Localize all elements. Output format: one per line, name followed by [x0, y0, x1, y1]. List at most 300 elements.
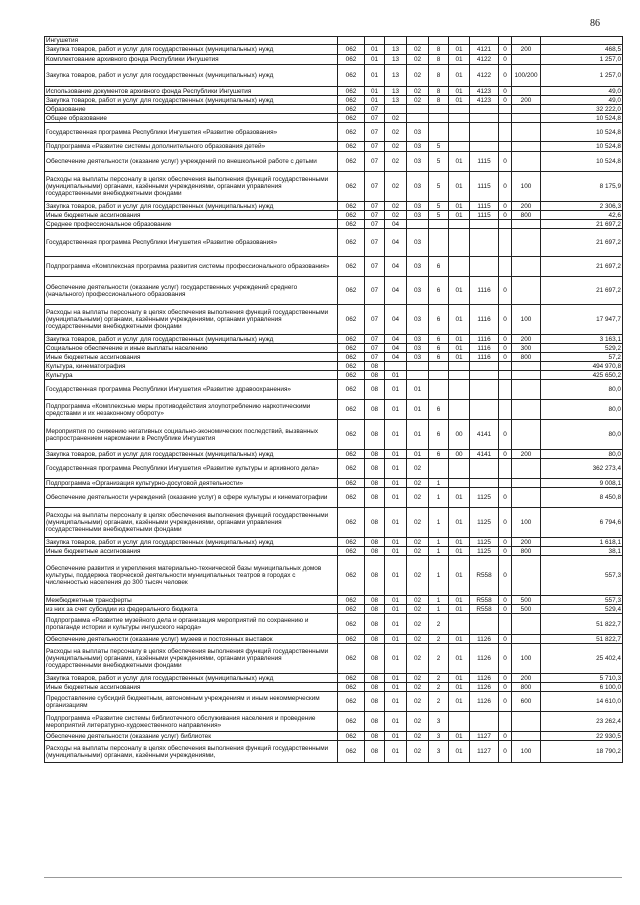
row-name: Иные бюджетные ассигнования	[45, 683, 338, 692]
event-code	[449, 229, 470, 257]
program-code: 02	[407, 87, 429, 96]
section-code: 07	[365, 344, 385, 353]
subprogram-code	[429, 229, 449, 257]
direction-code: 4121	[470, 45, 499, 55]
section-code: 08	[365, 605, 385, 614]
event-code: 00	[449, 420, 470, 450]
expense-type-code: 200	[512, 450, 541, 459]
expense-type-code: 800	[512, 211, 541, 220]
direction-code	[470, 362, 499, 371]
row-name: Расходы на выплаты персоналу в целях обеспечения выполнения функций государственными (муниципальными) органами, казёнными учреждениями, органами управления государственными внебюджетными фондами	[45, 508, 338, 538]
direction-suffix	[499, 712, 512, 732]
direction-code	[470, 220, 499, 229]
direction-code	[470, 142, 499, 152]
subsection-code: 01	[385, 692, 407, 712]
section-code: 07	[365, 211, 385, 220]
subprogram-code: 5	[429, 202, 449, 211]
amount: 80,0	[541, 400, 623, 420]
subsection-code: 01	[385, 371, 407, 380]
table-row	[45, 123, 623, 142]
ministry-code: 062	[338, 547, 365, 556]
subsection-code: 04	[385, 305, 407, 335]
subsection-code: 04	[385, 277, 407, 305]
direction-code: 1115	[470, 172, 499, 202]
direction-code: 1116	[470, 277, 499, 305]
direction-suffix: 0	[499, 344, 512, 353]
row-name: Расходы на выплаты персоналу в целях обеспечения выполнения функций государственными (муниципальными) органами, казёнными учреждениями, органами управления государственными внебюджетными фондами	[45, 172, 338, 202]
subprogram-code: 2	[429, 614, 449, 635]
subsection-code: 01	[385, 488, 407, 508]
row-name: Подпрограмма «Развитие музейного дела и организация мероприятий по сохранению и пропаганде истории и культуры ингушского народа»	[45, 614, 338, 635]
program-code: 02	[407, 614, 429, 635]
row-name: Использование документов архивного фонда Республики Ингушетия	[45, 87, 338, 96]
amount: 17 947,7	[541, 305, 623, 335]
subsection-code: 01	[385, 683, 407, 692]
subsection-code: 01	[385, 674, 407, 683]
subprogram-code: 8	[429, 87, 449, 96]
ministry-code: 062	[338, 105, 365, 114]
direction-code: 4122	[470, 55, 499, 65]
expense-type-code: 100	[512, 644, 541, 674]
direction-code: 1127	[470, 732, 499, 741]
section-code	[365, 37, 385, 45]
program-code	[407, 114, 429, 123]
event-code: 00	[449, 450, 470, 459]
section-code: 07	[365, 229, 385, 257]
row-name: Обеспечение деятельности (оказание услуг) учреждений по внешкольной работе с детьми	[45, 152, 338, 172]
expense-type-code	[512, 556, 541, 596]
subsection-code: 02	[385, 211, 407, 220]
ministry-code: 062	[338, 202, 365, 211]
subprogram-code	[429, 371, 449, 380]
direction-code: 4141	[470, 420, 499, 450]
ministry-code: 062	[338, 644, 365, 674]
event-code	[449, 362, 470, 371]
direction-code: R558	[470, 596, 499, 605]
subprogram-code: 6	[429, 400, 449, 420]
direction-suffix: 0	[499, 635, 512, 644]
program-code: 02	[407, 508, 429, 538]
direction-suffix	[499, 371, 512, 380]
subsection-code: 04	[385, 257, 407, 277]
row-name: Расходы на выплаты персоналу в целях обеспечения выполнения функций государственными (муниципальными) органами, казёнными учреждениями, органами управления государственными внебюджетными фондами	[45, 644, 338, 674]
direction-code: 1126	[470, 683, 499, 692]
subsection-code: 01	[385, 614, 407, 635]
section-code: 08	[365, 674, 385, 683]
amount: 42,6	[541, 211, 623, 220]
amount: 10 524,8	[541, 123, 623, 142]
row-name: Культура, кинематография	[45, 362, 338, 371]
subsection-code: 13	[385, 55, 407, 65]
amount: 468,5	[541, 45, 623, 55]
direction-suffix	[499, 105, 512, 114]
amount: 529,4	[541, 605, 623, 614]
subsection-code: 01	[385, 420, 407, 450]
program-code: 02	[407, 712, 429, 732]
ministry-code: 062	[338, 277, 365, 305]
ministry-code: 062	[338, 305, 365, 335]
subsection-code	[385, 37, 407, 45]
program-code: 02	[407, 683, 429, 692]
event-code: 01	[449, 508, 470, 538]
ministry-code: 062	[338, 420, 365, 450]
section-code: 08	[365, 596, 385, 605]
row-name: Закупка товаров, работ и услуг для государственных (муниципальных) нужд	[45, 674, 338, 683]
expense-type-code: 200	[512, 674, 541, 683]
table-row	[45, 65, 623, 87]
table-row	[45, 380, 623, 400]
subsection-code: 01	[385, 644, 407, 674]
ministry-code: 062	[338, 96, 365, 105]
table-row	[45, 371, 623, 380]
ministry-code: 062	[338, 172, 365, 202]
expense-type-code: 200	[512, 202, 541, 211]
direction-code: 1126	[470, 692, 499, 712]
section-code: 08	[365, 488, 385, 508]
amount: 5 710,3	[541, 674, 623, 683]
direction-suffix: 0	[499, 87, 512, 96]
table-row	[45, 596, 623, 605]
event-code: 01	[449, 45, 470, 55]
subprogram-code: 6	[429, 277, 449, 305]
subprogram-code: 8	[429, 55, 449, 65]
subsection-code: 02	[385, 172, 407, 202]
section-code: 01	[365, 96, 385, 105]
section-code: 07	[365, 172, 385, 202]
ministry-code: 062	[338, 380, 365, 400]
program-code: 02	[407, 741, 429, 763]
direction-suffix	[499, 614, 512, 635]
row-name: Закупка товаров, работ и услуг для государственных (муниципальных) нужд	[45, 96, 338, 105]
section-code: 08	[365, 508, 385, 538]
direction-code	[470, 257, 499, 277]
section-code: 08	[365, 614, 385, 635]
table-row	[45, 257, 623, 277]
event-code: 01	[449, 635, 470, 644]
expense-type-code	[512, 152, 541, 172]
row-name: Закупка товаров, работ и услуг для государственных (муниципальных) нужд	[45, 65, 338, 87]
ministry-code: 062	[338, 508, 365, 538]
ministry-code: 062	[338, 229, 365, 257]
subprogram-code: 6	[429, 305, 449, 335]
expense-type-code	[512, 114, 541, 123]
direction-code	[470, 479, 499, 488]
direction-suffix	[499, 400, 512, 420]
row-name: Подпрограмма «Комплексная программа развития системы профессионального образования»	[45, 257, 338, 277]
expense-type-code: 200	[512, 45, 541, 55]
table-row	[45, 220, 623, 229]
row-name: Межбюджетные трансферты	[45, 596, 338, 605]
event-code: 01	[449, 305, 470, 335]
row-name: Обеспечение деятельности (оказание услуг) государственных учреждений среднего (начального) профессионального образования	[45, 277, 338, 305]
ministry-code: 062	[338, 635, 365, 644]
subsection-code: 13	[385, 65, 407, 87]
program-code: 02	[407, 556, 429, 596]
ministry-code: 062	[338, 220, 365, 229]
expense-type-code: 300	[512, 344, 541, 353]
ministry-code: 062	[338, 488, 365, 508]
expense-type-code	[512, 229, 541, 257]
amount: 57,2	[541, 353, 623, 362]
direction-code: 1126	[470, 635, 499, 644]
ministry-code: 062	[338, 674, 365, 683]
amount: 51 822,7	[541, 614, 623, 635]
subprogram-code: 6	[429, 344, 449, 353]
row-name: Комплектование архивного фонда Республики Ингушетия	[45, 55, 338, 65]
program-code: 01	[407, 400, 429, 420]
direction-suffix: 0	[499, 45, 512, 55]
subsection-code: 02	[385, 202, 407, 211]
row-name: из них за счет субсидии из федерального бюджета	[45, 605, 338, 614]
row-name: Общее образование	[45, 114, 338, 123]
direction-suffix: 0	[499, 211, 512, 220]
expense-type-code	[512, 257, 541, 277]
direction-suffix: 0	[499, 277, 512, 305]
expense-type-code	[512, 712, 541, 732]
table-row	[45, 644, 623, 674]
direction-code: 1116	[470, 344, 499, 353]
section-code: 07	[365, 123, 385, 142]
direction-code: 1115	[470, 202, 499, 211]
direction-suffix: 0	[499, 450, 512, 459]
direction-suffix: 0	[499, 65, 512, 87]
section-code: 08	[365, 683, 385, 692]
ministry-code: 062	[338, 605, 365, 614]
table-row	[45, 683, 623, 692]
program-code: 02	[407, 644, 429, 674]
table-row	[45, 488, 623, 508]
table-row	[45, 712, 623, 732]
ministry-code: 062	[338, 353, 365, 362]
direction-suffix	[499, 459, 512, 479]
amount: 1 257,0	[541, 55, 623, 65]
expense-type-code	[512, 732, 541, 741]
direction-suffix	[499, 37, 512, 45]
subprogram-code	[429, 105, 449, 114]
direction-code: 4122	[470, 65, 499, 87]
amount: 425 650,2	[541, 371, 623, 380]
subprogram-code	[429, 123, 449, 142]
subprogram-code: 6	[429, 450, 449, 459]
subprogram-code	[429, 380, 449, 400]
direction-suffix: 0	[499, 732, 512, 741]
bottom-divider	[44, 877, 622, 878]
program-code	[407, 37, 429, 45]
table-row	[45, 459, 623, 479]
program-code: 02	[407, 65, 429, 87]
event-code: 01	[449, 152, 470, 172]
section-code: 07	[365, 277, 385, 305]
ministry-code: 062	[338, 335, 365, 344]
expense-type-code	[512, 479, 541, 488]
subprogram-code: 8	[429, 65, 449, 87]
direction-code: 1115	[470, 211, 499, 220]
subsection-code: 04	[385, 229, 407, 257]
subprogram-code: 1	[429, 508, 449, 538]
expense-type-code	[512, 55, 541, 65]
program-code: 02	[407, 459, 429, 479]
expense-type-code: 800	[512, 353, 541, 362]
event-code: 01	[449, 596, 470, 605]
expense-type-code: 600	[512, 692, 541, 712]
direction-code: 1125	[470, 508, 499, 538]
expense-type-code: 100	[512, 508, 541, 538]
section-code: 08	[365, 547, 385, 556]
ministry-code: 062	[338, 556, 365, 596]
program-code: 02	[407, 605, 429, 614]
subsection-code: 01	[385, 732, 407, 741]
ministry-code: 062	[338, 596, 365, 605]
row-name: Иные бюджетные ассигнования	[45, 211, 338, 220]
program-code: 03	[407, 229, 429, 257]
program-code: 03	[407, 257, 429, 277]
amount: 21 697,2	[541, 229, 623, 257]
amount: 80,0	[541, 420, 623, 450]
amount: 1 257,0	[541, 65, 623, 87]
amount: 3 163,1	[541, 335, 623, 344]
subprogram-code: 2	[429, 644, 449, 674]
direction-suffix: 0	[499, 547, 512, 556]
expense-type-code	[512, 614, 541, 635]
ministry-code: 062	[338, 614, 365, 635]
direction-suffix: 0	[499, 741, 512, 763]
direction-code	[470, 114, 499, 123]
subprogram-code: 3	[429, 741, 449, 763]
direction-suffix	[499, 142, 512, 152]
direction-code: 4141	[470, 450, 499, 459]
ministry-code: 062	[338, 371, 365, 380]
amount: 80,0	[541, 380, 623, 400]
event-code: 01	[449, 556, 470, 596]
direction-code	[470, 459, 499, 479]
table-row	[45, 479, 623, 488]
table-row	[45, 420, 623, 450]
program-code: 03	[407, 123, 429, 142]
event-code	[449, 257, 470, 277]
row-name: Закупка товаров, работ и услуг для государственных (муниципальных) нужд	[45, 538, 338, 547]
subsection-code: 04	[385, 220, 407, 229]
table-row	[45, 353, 623, 362]
subprogram-code: 8	[429, 45, 449, 55]
subsection-code: 01	[385, 556, 407, 596]
amount: 2 306,3	[541, 202, 623, 211]
section-code: 07	[365, 257, 385, 277]
event-code: 01	[449, 87, 470, 96]
expense-type-code: 100/200	[512, 65, 541, 87]
row-name: Расходы на выплаты персоналу в целях обеспечения выполнения функций государственными (муниципальными) органами, казёнными учреждениями,	[45, 741, 338, 763]
direction-code: 1116	[470, 305, 499, 335]
ministry-code: 062	[338, 152, 365, 172]
event-code: 01	[449, 172, 470, 202]
subprogram-code: 5	[429, 172, 449, 202]
amount: 10 524,8	[541, 152, 623, 172]
ministry-code	[338, 37, 365, 45]
direction-code: R558	[470, 605, 499, 614]
ministry-code: 062	[338, 732, 365, 741]
row-name: Закупка товаров, работ и услуг для государственных (муниципальных) нужд	[45, 202, 338, 211]
direction-code: 4123	[470, 87, 499, 96]
row-name: Закупка товаров, работ и услуг для государственных (муниципальных) нужд	[45, 335, 338, 344]
direction-code	[470, 400, 499, 420]
section-code: 08	[365, 644, 385, 674]
event-code: 01	[449, 605, 470, 614]
ministry-code: 062	[338, 257, 365, 277]
section-code: 08	[365, 450, 385, 459]
ministry-code: 062	[338, 142, 365, 152]
row-name: Мероприятия по снижению негативных социально-экономических последствий, вызванных распространением наркомании в Республике Ингушетия	[45, 420, 338, 450]
direction-suffix: 0	[499, 596, 512, 605]
event-code: 01	[449, 741, 470, 763]
event-code	[449, 105, 470, 114]
direction-suffix	[499, 114, 512, 123]
program-code: 02	[407, 45, 429, 55]
expense-type-code	[512, 37, 541, 45]
event-code	[449, 142, 470, 152]
amount: 14 610,0	[541, 692, 623, 712]
direction-code: 1126	[470, 674, 499, 683]
ministry-code: 062	[338, 479, 365, 488]
subsection-code	[385, 105, 407, 114]
expense-type-code: 200	[512, 335, 541, 344]
section-code: 07	[365, 142, 385, 152]
subsection-code: 01	[385, 459, 407, 479]
event-code: 01	[449, 335, 470, 344]
direction-suffix: 0	[499, 420, 512, 450]
direction-code	[470, 229, 499, 257]
table-row	[45, 556, 623, 596]
table-row	[45, 362, 623, 371]
ministry-code: 062	[338, 400, 365, 420]
subprogram-code: 3	[429, 732, 449, 741]
table-row	[45, 614, 623, 635]
event-code: 01	[449, 547, 470, 556]
subprogram-code: 1	[429, 547, 449, 556]
amount: 9 008,1	[541, 479, 623, 488]
direction-code: 1116	[470, 353, 499, 362]
program-code: 03	[407, 335, 429, 344]
section-code: 07	[365, 114, 385, 123]
budget-table	[44, 36, 623, 763]
direction-suffix	[499, 380, 512, 400]
event-code	[449, 380, 470, 400]
row-name: Государственная программа Республики Ингушетия «Развитие образования»	[45, 123, 338, 142]
amount: 49,0	[541, 96, 623, 105]
ministry-code: 062	[338, 87, 365, 96]
event-code: 01	[449, 211, 470, 220]
expense-type-code	[512, 277, 541, 305]
expense-type-code: 800	[512, 547, 541, 556]
direction-code: 1127	[470, 741, 499, 763]
expense-type-code	[512, 220, 541, 229]
event-code: 01	[449, 344, 470, 353]
subprogram-code: 1	[429, 488, 449, 508]
section-code: 01	[365, 65, 385, 87]
subprogram-code: 3	[429, 712, 449, 732]
section-code: 08	[365, 538, 385, 547]
expense-type-code	[512, 635, 541, 644]
ministry-code: 062	[338, 55, 365, 65]
event-code	[449, 123, 470, 142]
page-number: 86	[590, 18, 600, 29]
direction-code: 1125	[470, 488, 499, 508]
ministry-code: 062	[338, 692, 365, 712]
subsection-code: 13	[385, 96, 407, 105]
program-code	[407, 105, 429, 114]
direction-code: 4123	[470, 96, 499, 105]
ministry-code: 062	[338, 450, 365, 459]
amount: 8 175,9	[541, 172, 623, 202]
table-body	[45, 37, 623, 763]
